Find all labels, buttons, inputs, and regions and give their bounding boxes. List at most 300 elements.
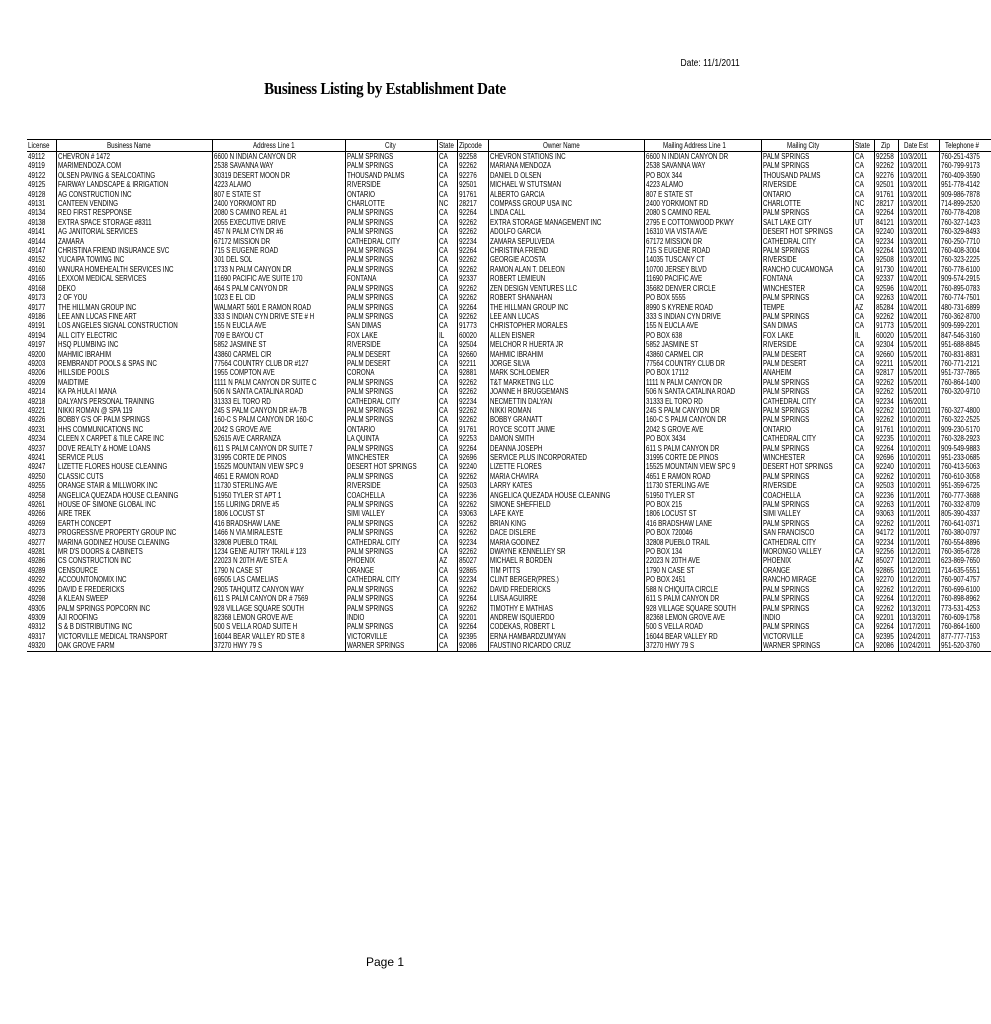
cell-telephone: [940, 293, 991, 302]
cell-zipcode: [458, 161, 488, 170]
cell-city: [346, 613, 437, 622]
cell-text: KA PA HULA I MANA: [57, 387, 117, 397]
cell-text: CA: [855, 180, 864, 190]
cell-license: [27, 284, 56, 293]
cell-text: 805-390-4337: [941, 509, 981, 519]
cell-owner-name: [488, 284, 644, 293]
cell-text: 10/11/2011: [899, 528, 931, 538]
cell-text: 49112: [28, 152, 45, 161]
cell-mailing-city: [762, 312, 854, 321]
cell-text: PALM SPRINGS: [763, 152, 810, 161]
cell-mailing-address: [645, 303, 762, 312]
cell-text: PO BOX 638: [646, 330, 683, 340]
cell-mailing-state: [854, 293, 875, 302]
cell-mailing-city: [762, 632, 854, 641]
cell-text: 92262: [459, 415, 478, 425]
cell-address: [212, 472, 345, 481]
cell-state: [437, 425, 458, 434]
cell-text: 715 S EUGENE ROAD: [213, 246, 278, 256]
cell-text: 49317: [28, 631, 46, 641]
cell-owner-name: [488, 604, 644, 613]
cell-owner-name: [488, 613, 644, 622]
cell-text: PO BOX 3434: [646, 434, 686, 444]
cell-text: 10/10/2011: [899, 481, 931, 491]
cell-text: PALM SPRINGS: [347, 217, 394, 227]
cell-text: CA: [855, 255, 864, 265]
cell-address: [212, 500, 345, 509]
cell-text: MARIA GODINEZ: [489, 537, 540, 547]
cell-text: 16044 BEAR VALLEY RD: [646, 631, 718, 641]
cell-text: 92262: [459, 603, 478, 613]
cell-text: CA: [855, 368, 864, 378]
cell-license: [27, 575, 56, 584]
cell-text: 760-907-4757: [941, 575, 981, 585]
cell-city: [346, 152, 437, 162]
cell-text: 10/3/2011: [899, 208, 928, 218]
cell-mailing-zip: [874, 528, 898, 537]
cell-text: 92395: [875, 631, 894, 641]
cell-state: [437, 585, 458, 594]
cell-mailing-city: [762, 406, 854, 415]
cell-mailing-city: [762, 481, 854, 490]
table-row: [27, 613, 991, 622]
column-header-city: [346, 140, 437, 152]
cell-text: 760-898-8962: [941, 594, 981, 604]
cell-address: [212, 519, 345, 528]
cell-text: CA: [438, 405, 448, 415]
cell-business-name: [56, 415, 212, 424]
cell-mailing-address: [645, 397, 762, 406]
cell-business-name: [56, 575, 212, 584]
cell-text: 49295: [28, 584, 46, 594]
cell-address: [212, 509, 345, 518]
cell-text: FOX LAKE: [763, 330, 794, 340]
cell-business-name: [56, 462, 212, 471]
cell-text: 49200: [28, 349, 46, 359]
cell-text: 30319 DESERT MOON DR: [213, 170, 290, 180]
header-text: State: [855, 141, 870, 150]
cell-text: FAIRWAY LANDSCAPE & IRRIGATION: [57, 180, 168, 190]
cell-text: 10/5/2011: [899, 321, 928, 331]
cell-text: 760-329-8493: [941, 227, 981, 237]
cell-text: 49160: [28, 264, 46, 274]
cell-text: 10/11/2011: [899, 537, 931, 547]
cell-text: 10/13/2011: [899, 603, 931, 613]
cell-text: CHRISTINA FRIEND INSURANCE SVC: [57, 246, 169, 256]
cell-mailing-state: [854, 368, 875, 377]
cell-text: 92234: [459, 236, 478, 246]
cell-address: [212, 340, 345, 349]
cell-text: 49119: [28, 161, 45, 171]
cell-owner-name: [488, 208, 644, 217]
cell-text: 69505 LAS CAMELIAS: [213, 575, 279, 585]
cell-text: 760-895-0783: [941, 283, 981, 293]
cell-mailing-address: [645, 152, 762, 162]
cell-mailing-zip: [874, 293, 898, 302]
cell-text: CA: [855, 358, 864, 368]
cell-address: [212, 481, 345, 490]
cell-state: [437, 180, 458, 189]
cell-text: PALM SPRINGS: [347, 443, 394, 453]
cell-text: 92264: [875, 622, 894, 632]
cell-text: 92865: [875, 565, 894, 575]
cell-date-est: [898, 255, 939, 264]
header-text: Mailing Address Line 1: [663, 141, 727, 150]
cell-owner-name: [488, 566, 644, 575]
cell-city: [346, 378, 437, 387]
cell-mailing-zip: [874, 397, 898, 406]
cell-text: AZ: [438, 556, 447, 566]
cell-text: 92262: [459, 518, 478, 528]
table-row: [27, 359, 991, 368]
cell-address: [212, 397, 345, 406]
cell-license: [27, 218, 56, 227]
cell-city: [346, 350, 437, 359]
cell-license: [27, 444, 56, 453]
cell-address: [212, 303, 345, 312]
cell-zipcode: [458, 368, 488, 377]
cell-license: [27, 397, 56, 406]
cell-mailing-zip: [874, 594, 898, 603]
cell-date-est: [898, 152, 939, 162]
cell-mailing-address: [645, 453, 762, 462]
cell-text: CA: [438, 594, 448, 604]
column-header-business-name: [56, 140, 212, 152]
cell-state: [437, 190, 458, 199]
cell-city: [346, 208, 437, 217]
cell-text: CA: [855, 537, 864, 547]
cell-text: 49309: [28, 612, 46, 622]
cell-text: 2538 SAVANNA WAY: [213, 161, 274, 171]
cell-text: IL: [855, 330, 861, 340]
cell-telephone: [940, 491, 991, 500]
cell-mailing-zip: [874, 585, 898, 594]
cell-text: 909-599-2201: [941, 321, 981, 331]
cell-text: 35682 DENVER CIRCLE: [646, 283, 716, 293]
cell-zipcode: [458, 255, 488, 264]
cell-mailing-zip: [874, 312, 898, 321]
cell-mailing-state: [854, 453, 875, 462]
cell-telephone: [940, 255, 991, 264]
cell-license: [27, 462, 56, 471]
cell-zipcode: [458, 538, 488, 547]
cell-owner-name: [488, 632, 644, 641]
cell-text: CA: [438, 170, 448, 180]
cell-text: 10/24/2011: [899, 641, 931, 651]
cell-zipcode: [458, 340, 488, 349]
cell-text: 10/3/2011: [899, 236, 928, 246]
cell-city: [346, 575, 437, 584]
cell-zipcode: [458, 218, 488, 227]
cell-text: 951-520-3760: [941, 641, 981, 651]
cell-telephone: [940, 509, 991, 518]
cell-address: [212, 585, 345, 594]
cell-city: [346, 406, 437, 415]
cell-text: CA: [855, 528, 864, 538]
cell-text: 760-699-6100: [941, 584, 981, 594]
cell-mailing-state: [854, 199, 875, 208]
cell-text: 85027: [459, 556, 478, 566]
cell-text: CA: [855, 509, 864, 519]
cell-text: SIMONE SHEFFIELD: [489, 500, 551, 510]
cell-mailing-city: [762, 500, 854, 509]
cell-text: 2080 S CAMINO REAL #1: [213, 208, 287, 218]
cell-business-name: [56, 387, 212, 396]
cell-text: CA: [438, 349, 448, 359]
cell-city: [346, 509, 437, 518]
cell-text: 92234: [459, 575, 478, 585]
cell-mailing-city: [762, 321, 854, 330]
cell-text: 4223 ALAMO: [213, 180, 251, 190]
cell-owner-name: [488, 528, 644, 537]
cell-text: 457 N PALM CYN DR #6: [213, 227, 284, 237]
cell-text: NIKKI ROMAN: [489, 405, 532, 415]
cell-address: [212, 538, 345, 547]
cell-telephone: [940, 594, 991, 603]
cell-zipcode: [458, 397, 488, 406]
cell-text: A KLEAN SWEEP: [57, 594, 108, 604]
cell-mailing-address: [645, 425, 762, 434]
cell-mailing-state: [854, 519, 875, 528]
cell-text: CATHEDRAL CITY: [763, 396, 817, 406]
cell-date-est: [898, 199, 939, 208]
cell-text: CA: [438, 641, 448, 651]
cell-zipcode: [458, 199, 488, 208]
cell-license: [27, 331, 56, 340]
header-text: Date Est: [904, 141, 929, 150]
cell-city: [346, 274, 437, 283]
cell-text: 92253: [459, 434, 478, 444]
cell-text: 49138: [28, 217, 46, 227]
cell-city: [346, 500, 437, 509]
cell-city: [346, 472, 437, 481]
cell-mailing-state: [854, 500, 875, 509]
cell-date-est: [898, 378, 939, 387]
cell-owner-name: [488, 444, 644, 453]
cell-text: 245 S PALM CANYON DR #A-7B: [213, 405, 307, 415]
cell-mailing-city: [762, 199, 854, 208]
cell-city: [346, 594, 437, 603]
cell-text: 416 BRADSHAW LANE: [646, 518, 713, 528]
cell-telephone: [940, 274, 991, 283]
cell-text: CENSOURCE: [57, 565, 98, 575]
cell-text: UT: [855, 217, 864, 227]
cell-mailing-city: [762, 622, 854, 631]
cell-owner-name: [488, 199, 644, 208]
cell-text: 10/5/2011: [899, 368, 928, 378]
cell-date-est: [898, 453, 939, 462]
cell-text: NC: [438, 199, 448, 209]
cell-address: [212, 641, 345, 651]
cell-owner-name: [488, 378, 644, 387]
cell-text: 760-777-3688: [941, 490, 981, 500]
cell-date-est: [898, 350, 939, 359]
cell-text: CA: [438, 302, 448, 312]
cell-date-est: [898, 462, 939, 471]
cell-owner-name: [488, 491, 644, 500]
cell-business-name: [56, 246, 212, 255]
cell-telephone: [940, 208, 991, 217]
cell-mailing-address: [645, 509, 762, 518]
cell-text: 92264: [459, 622, 478, 632]
cell-address: [212, 171, 345, 180]
cell-text: MAHMIC IBRAHIM: [489, 349, 543, 359]
cell-date-est: [898, 208, 939, 217]
cell-telephone: [940, 406, 991, 415]
cell-owner-name: [488, 415, 644, 424]
cell-zipcode: [458, 585, 488, 594]
cell-mailing-state: [854, 622, 875, 631]
table-row: [27, 293, 991, 302]
cell-zipcode: [458, 293, 488, 302]
report-title: Business Listing by Establishment Date: [264, 79, 506, 98]
cell-text: 92262: [459, 227, 478, 237]
cell-business-name: [56, 171, 212, 180]
cell-mailing-address: [645, 566, 762, 575]
cell-text: CA: [438, 180, 448, 190]
cell-text: S & B DISTRIBUTING INC: [57, 622, 132, 632]
cell-text: 92270: [875, 575, 894, 585]
cell-date-est: [898, 500, 939, 509]
cell-address: [212, 359, 345, 368]
cell-text: CORONA: [347, 368, 375, 378]
cell-state: [437, 519, 458, 528]
cell-mailing-zip: [874, 359, 898, 368]
cell-text: CA: [855, 518, 864, 528]
cell-text: 49286: [28, 556, 46, 566]
cell-text: CATHEDRAL CITY: [347, 236, 401, 246]
cell-text: 760-864-1600: [941, 622, 981, 632]
cell-license: [27, 538, 56, 547]
cell-text: ANGELICA QUEZADA HOUSE CLEANING: [57, 490, 178, 500]
table-row: [27, 368, 991, 377]
cell-text: 94172: [875, 528, 894, 538]
cell-city: [346, 265, 437, 274]
cell-text: PO BOX 215: [646, 500, 683, 510]
cell-text: ORANGE STAIR & MILLWORK INC: [57, 481, 158, 491]
cell-text: MORONGO VALLEY: [763, 547, 822, 557]
cell-text: 92086: [459, 641, 478, 651]
cell-text: 49122: [28, 170, 46, 180]
cell-mailing-zip: [874, 547, 898, 556]
cell-state: [437, 359, 458, 368]
cell-text: 1955 COMPTON AVE: [213, 368, 275, 378]
cell-text: 92262: [875, 471, 894, 481]
cell-text: SAN FRANCISCO: [763, 528, 815, 538]
cell-city: [346, 340, 437, 349]
cell-text: 10/12/2011: [899, 556, 931, 566]
cell-text: 92234: [875, 537, 894, 547]
cell-owner-name: [488, 425, 644, 434]
cell-text: PALM DESERT: [763, 358, 807, 368]
cell-text: ALL CITY ELECTRIC: [57, 330, 117, 340]
cell-text: FONTANA: [347, 274, 377, 284]
table-row: [27, 415, 991, 424]
cell-text: 92262: [459, 264, 478, 274]
cell-text: ANDREW ISQUIERDO: [489, 612, 555, 622]
cell-text: 49298: [28, 594, 46, 604]
cell-text: 10/5/2011: [899, 387, 928, 397]
cell-text: CA: [855, 227, 864, 237]
cell-text: 92240: [459, 462, 478, 472]
cell-owner-name: [488, 340, 644, 349]
cell-text: CA: [855, 349, 864, 359]
cell-text: 92262: [459, 500, 478, 510]
cell-text: CATHEDRAL CITY: [347, 537, 401, 547]
cell-mailing-address: [645, 284, 762, 293]
cell-text: CLASSIC CUTS: [57, 471, 104, 481]
cell-text: 10/4/2011: [899, 264, 928, 274]
cell-mailing-zip: [874, 622, 898, 631]
cell-text: CATHEDRAL CITY: [347, 396, 401, 406]
cell-city: [346, 227, 437, 236]
cell-text: 6600 N INDIAN CANYON DR: [213, 152, 297, 161]
cell-text: 2795 E COTTONWOOD PKWY: [646, 217, 735, 227]
cell-business-name: [56, 368, 212, 377]
cell-text: CA: [438, 274, 448, 284]
cell-text: PALM DESERT: [347, 358, 391, 368]
cell-telephone: [940, 622, 991, 631]
cell-mailing-state: [854, 566, 875, 575]
cell-text: 92262: [459, 311, 478, 321]
cell-text: LIZETTE FLORES HOUSE CLEANING: [57, 462, 167, 472]
cell-telephone: [940, 387, 991, 396]
table-row: [27, 509, 991, 518]
cell-text: 10/5/2011: [899, 358, 928, 368]
cell-text: PO BOX 720046: [646, 528, 693, 538]
cell-text: 847-546-3160: [941, 330, 981, 340]
cell-text: CATHEDRAL CITY: [763, 434, 817, 444]
cell-text: 10/10/2011: [899, 443, 931, 453]
cell-date-est: [898, 622, 939, 631]
cell-business-name: [56, 237, 212, 246]
cell-license: [27, 199, 56, 208]
cell-mailing-address: [645, 321, 762, 330]
cell-telephone: [940, 171, 991, 180]
table-row: [27, 462, 991, 471]
cell-text: NC: [855, 199, 865, 209]
cell-mailing-state: [854, 255, 875, 264]
cell-city: [346, 585, 437, 594]
cell-text: CA: [438, 547, 448, 557]
cell-text: 909-986-7878: [941, 189, 981, 199]
cell-text: CA: [855, 283, 864, 293]
cell-text: 2080 S CAMINO REAL: [646, 208, 711, 218]
cell-text: 92211: [459, 358, 477, 368]
cell-text: 60020: [875, 330, 894, 340]
cell-zipcode: [458, 171, 488, 180]
cell-owner-name: [488, 350, 644, 359]
cell-text: CA: [855, 152, 864, 161]
cell-state: [437, 321, 458, 330]
cell-mailing-address: [645, 594, 762, 603]
cell-mailing-address: [645, 208, 762, 217]
cell-text: 10/3/2011: [899, 227, 928, 237]
cell-city: [346, 199, 437, 208]
cell-mailing-zip: [874, 491, 898, 500]
cell-city: [346, 359, 437, 368]
cell-telephone: [940, 632, 991, 641]
cell-mailing-state: [854, 415, 875, 424]
cell-text: 500 S VELLA ROAD SUITE H: [213, 622, 298, 632]
cell-text: 760-409-3590: [941, 170, 981, 180]
cell-text: 49305: [28, 603, 46, 613]
cell-date-est: [898, 547, 939, 556]
cell-text: 49261: [28, 500, 46, 510]
cell-text: ONTARIO: [347, 424, 376, 434]
cell-license: [27, 632, 56, 641]
cell-mailing-state: [854, 218, 875, 227]
